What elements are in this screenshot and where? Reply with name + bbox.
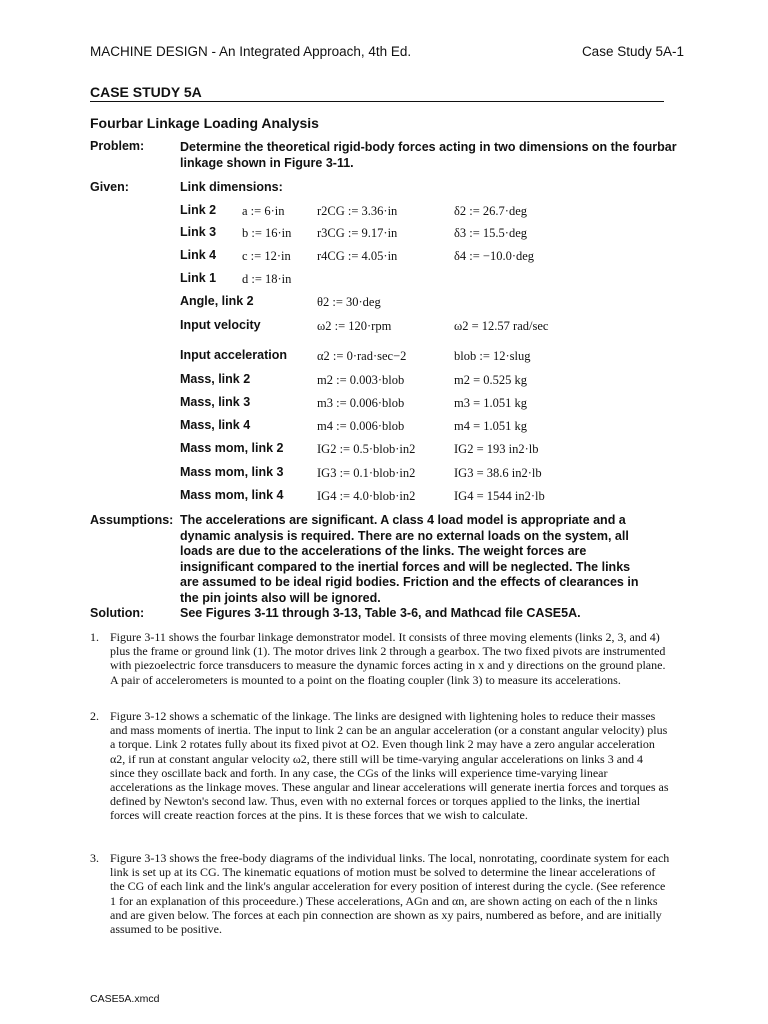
assumptions-text: The accelerations are significant. A class 4 load model is appropriate and a dynamic analysis is required. There are no external loads on the system, all loads are due to the accelerations of the links. The weight forces are insignificant compared to the inertial forces and will be neglected. The links are assumed to be ideal rigid bodies. Friction and the effects of clearances in the pin joints also will be ignored.	[180, 513, 639, 605]
case-title: CASE STUDY 5A	[90, 84, 664, 102]
given-value: m4 = 1.051 kg	[454, 419, 528, 433]
given-row	[180, 225, 700, 245]
solution-text: See Figures 3-11 through 3-13, Table 3-6, and Mathcad file CASE5A.	[180, 606, 581, 620]
problem-label: Problem:	[90, 139, 145, 153]
problem-text: Determine the theoretical rigid-body forces acting in two dimensions on the fourbar linkage shown in Figure 3-11.	[180, 140, 677, 170]
paragraph-number: 2.	[90, 709, 99, 723]
given-row	[180, 488, 700, 508]
paragraph-number: 1.	[90, 630, 99, 644]
given-value: δ3 := 15.5·deg	[454, 226, 527, 240]
given-row	[180, 372, 700, 392]
paragraph-text: Figure 3-13 shows the free-body diagrams of the individual links. The local, nonrotating, coordinate system for each link is set up at its CG. The kinematic equations of motion must be solved to determine the linear accelerations of the CG of each link and the link's angular acceleration for every position of interest during the cycle. (See reference 1 for an explanation of this proceedure.) These accelerations, AGn and αn, are shown acting on each of the n links and are given below. The forces at each pin connection are shown as xy pairs, numbered as before, and are initially assumed to be positive.	[110, 851, 670, 937]
given-row-label: Mass mom, link 4	[180, 488, 284, 502]
given-value: m2 := 0.003·blob	[317, 373, 405, 387]
given-row-label: Link 1	[180, 271, 217, 285]
given-row-label: Mass mom, link 3	[180, 465, 284, 479]
given-row-label: Input velocity	[180, 318, 261, 332]
given-value: IG2 = 193 in2·lb	[454, 442, 539, 456]
given-row-label: Mass mom, link 2	[180, 441, 284, 455]
given-value: IG4 = 1544 in2·lb	[454, 489, 545, 503]
given-value: b := 16·in	[242, 226, 292, 240]
given-value: r2CG := 3.36·in	[317, 204, 398, 218]
given-value: IG4 := 4.0·blob·in2	[317, 489, 416, 503]
given-row	[180, 441, 700, 461]
given-label: Given:	[90, 180, 129, 194]
book-title: MACHINE DESIGN - An Integrated Approach, 4th Ed.	[90, 44, 412, 59]
given-row	[180, 203, 700, 223]
given-value: m3 := 0.006·blob	[317, 396, 405, 410]
given-value: d := 18·in	[242, 272, 292, 286]
given-value: IG3 := 0.1·blob·in2	[317, 466, 416, 480]
given-value: m3 = 1.051 kg	[454, 396, 528, 410]
given-row-label: Mass, link 4	[180, 418, 251, 432]
section-title: Fourbar Linkage Loading Analysis	[90, 115, 319, 131]
given-row-label: Mass, link 2	[180, 372, 251, 386]
given-row-label: Link 3	[180, 225, 217, 239]
given-row-label: Link 2	[180, 203, 217, 217]
given-value: m2 = 0.525 kg	[454, 373, 528, 387]
given-row-label: Mass, link 3	[180, 395, 251, 409]
given-value: α2 := 0·rad·sec−2	[317, 349, 407, 363]
given-value: δ2 := 26.7·deg	[454, 204, 527, 218]
given-value: a := 6·in	[242, 204, 285, 218]
running-header	[90, 44, 684, 62]
given-row-label: Angle, link 2	[180, 294, 254, 308]
given-row	[180, 294, 700, 314]
given-value: ω2 = 12.57 rad/sec	[454, 319, 549, 333]
given-row	[180, 465, 700, 485]
page-number: Case Study 5A-1	[581, 44, 684, 59]
given-value: r4CG := 4.05·in	[317, 249, 398, 263]
given-row-label: Link 4	[180, 248, 217, 262]
given-value: c := 12·in	[242, 249, 291, 263]
given-value: ω2 := 120·rpm	[317, 319, 392, 333]
given-value: IG3 = 38.6 in2·lb	[454, 466, 542, 480]
given-value: θ2 := 30·deg	[317, 295, 381, 309]
given-value: IG2 := 0.5·blob·in2	[317, 442, 416, 456]
given-row	[180, 418, 700, 438]
given-heading: Link dimensions:	[180, 180, 283, 194]
given-value: r3CG := 9.17·in	[317, 226, 398, 240]
given-row	[180, 395, 700, 415]
paragraph-text: Figure 3-11 shows the fourbar linkage demonstrator model. It consists of three moving elements (links 2, 3, and 4) plus the frame or ground link (1). The motor drives link 2 through a gearbox. The two fixed pivots are instrumented with piezoelectric force transducers to measure the dynamic forces acting in x and y directions on the ground plane. A pair of accelerometers is mounted to a point on the floating coupler (link 3) to measure its accelerations.	[110, 630, 666, 687]
given-value: δ4 := −10.0·deg	[454, 249, 535, 263]
paragraph-text: Figure 3-12 shows a schematic of the linkage. The links are designed with lightening holes to reduce their masses and mass moments of inertia. The input to link 2 can be an angular acceleration (or a constant angular velocity) plus a torque. Link 2 rotates fully about its fixed pivot at O2. Even though link 2 may have a zero angular acceleration α2, if run at constant angular velocity ω2, there still will be time-varying angular accelerations on links 3 and 4 since they oscillate back and forth. In any case, the CGs of the links will experience time-varying linear accelerations as the linkage moves. These angular and linear accelerations will generate inertia forces and torques as defined by Newton's second law. Thus, even with no external forces or torques applied to the links, the inertial forces will create reaction forces at the pins. It is these forces that we wish to calculate.	[110, 709, 669, 823]
given-row	[180, 318, 700, 338]
given-row	[180, 348, 700, 368]
given-value: blob := 12·slug	[454, 349, 531, 363]
assumptions-label: Assumptions:	[90, 513, 174, 527]
given-value: m4 := 0.006·blob	[317, 419, 405, 433]
paragraph-number: 3.	[90, 851, 99, 865]
solution-label: Solution:	[90, 606, 145, 620]
given-row	[180, 248, 700, 268]
given-row-label: Input acceleration	[180, 348, 287, 362]
file-footer: CASE5A.xmcd	[90, 993, 160, 1005]
given-row	[180, 271, 700, 291]
